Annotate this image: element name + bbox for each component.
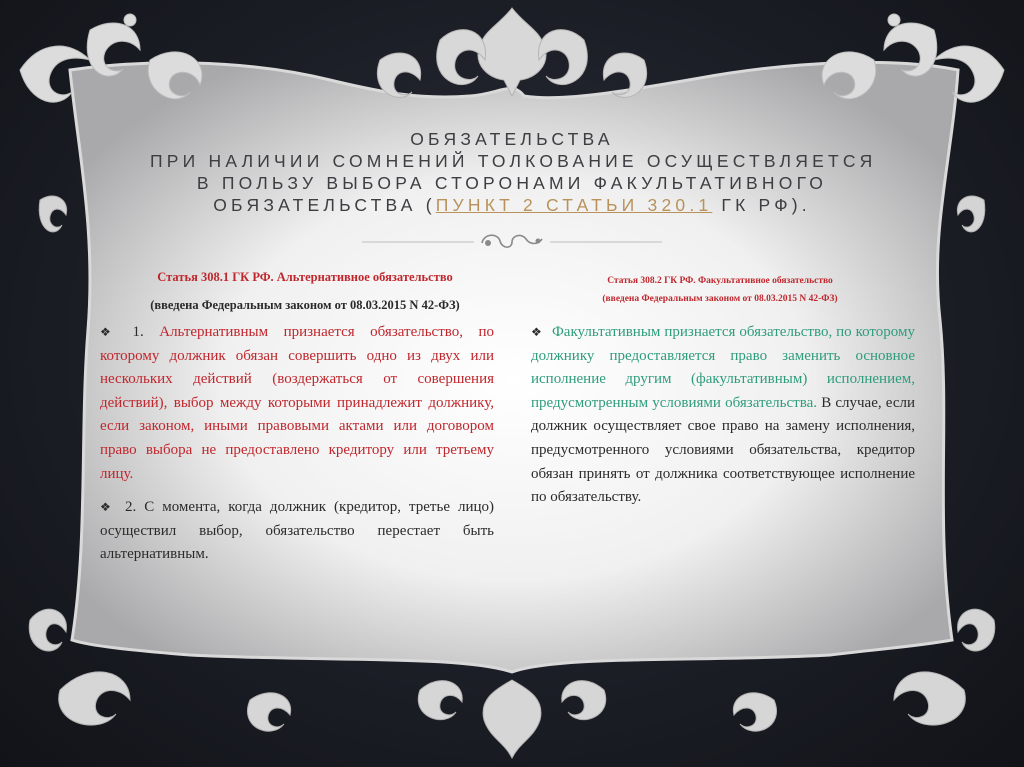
title-line-4	[150, 194, 874, 216]
left-paragraph-1-text: Альтернативным признается обязательство, по которому должник обязан совершить одно из двух или нескольких действий (воздержаться от совершения действий), выбор между которыми принадлежит должнику, если законом, иными правовыми актами или договором право выбора не предоставлено кредитору или третьему лицу.	[100, 324, 495, 482]
diamond-bullet-icon: ❖	[100, 325, 123, 339]
bottom-ornament	[59, 672, 966, 758]
right-paragraph-1	[531, 321, 915, 510]
right-article-title: Статья 308.2 ГК РФ. Факультативное обязательство	[607, 276, 833, 286]
scroll-ornament-icon	[362, 229, 662, 255]
left-paragraph-1	[100, 321, 494, 486]
right-paragraph-1-green-text: Факультативным признается обязательство, по которому должнику предоставляется право заменить основное исполнение другим (факультативным) исполнением, предусмотренным условиями обязательства.	[531, 324, 915, 411]
left-column-text	[100, 321, 494, 577]
top-crest-ornament	[377, 8, 646, 97]
diamond-bullet-icon: ❖	[100, 500, 115, 515]
diamond-bullet-icon: ❖	[531, 325, 542, 339]
left-article-title: Статья 308.1 ГК РФ. Альтернативное обязательство	[157, 270, 453, 284]
title-line-4-start: ОБЯЗАТЕЛЬСТВА (	[213, 195, 436, 215]
left-paragraph-2-text: 2. С момента, когда должник (кредитор, третье лицо) осуществил выбор, обязательство перестает быть альтернативным.	[100, 499, 495, 563]
title-line-3: В ПОЛЬЗУ ВЫБОРА СТОРОНАМИ ФАКУЛЬТАТИВНОГО	[196, 173, 828, 193]
title-line-4-end: ГК РФ).	[712, 195, 811, 215]
side-ornament-left	[29, 196, 66, 651]
title-line-2: ПРИ НАЛИЧИИ СОМНЕНИЙ ТОЛКОВАНИЕ ОСУЩЕСТВЛЯЕТСЯ	[150, 151, 877, 171]
title-line-1: ОБЯЗАТЕЛЬСТВА	[410, 129, 614, 149]
left-paragraph-2	[100, 496, 494, 567]
right-paragraph-1-rest: В случае, если должник осуществляет свое право на замену исполнения, предусмотренного условиями обязательства, кредитор обязан принять от должника соответствующее исполнение по обязательству.	[531, 394, 915, 506]
left-column-header	[100, 270, 510, 313]
law-reference-link[interactable]: ПУНКТ 2 СТАТЬИ 320.1	[435, 195, 713, 215]
right-column-header	[520, 276, 920, 304]
left-paragraph-1-number: 1.	[132, 324, 160, 340]
side-ornament-right	[957, 196, 994, 651]
left-article-note: (введена Федеральным законом от 08.03.2015 N 42-ФЗ)	[150, 298, 460, 312]
right-column-text	[531, 321, 915, 520]
right-article-note: (введена Федеральным законом от 08.03.2015 N 42-ФЗ)	[602, 294, 838, 304]
slide-title	[150, 128, 877, 216]
